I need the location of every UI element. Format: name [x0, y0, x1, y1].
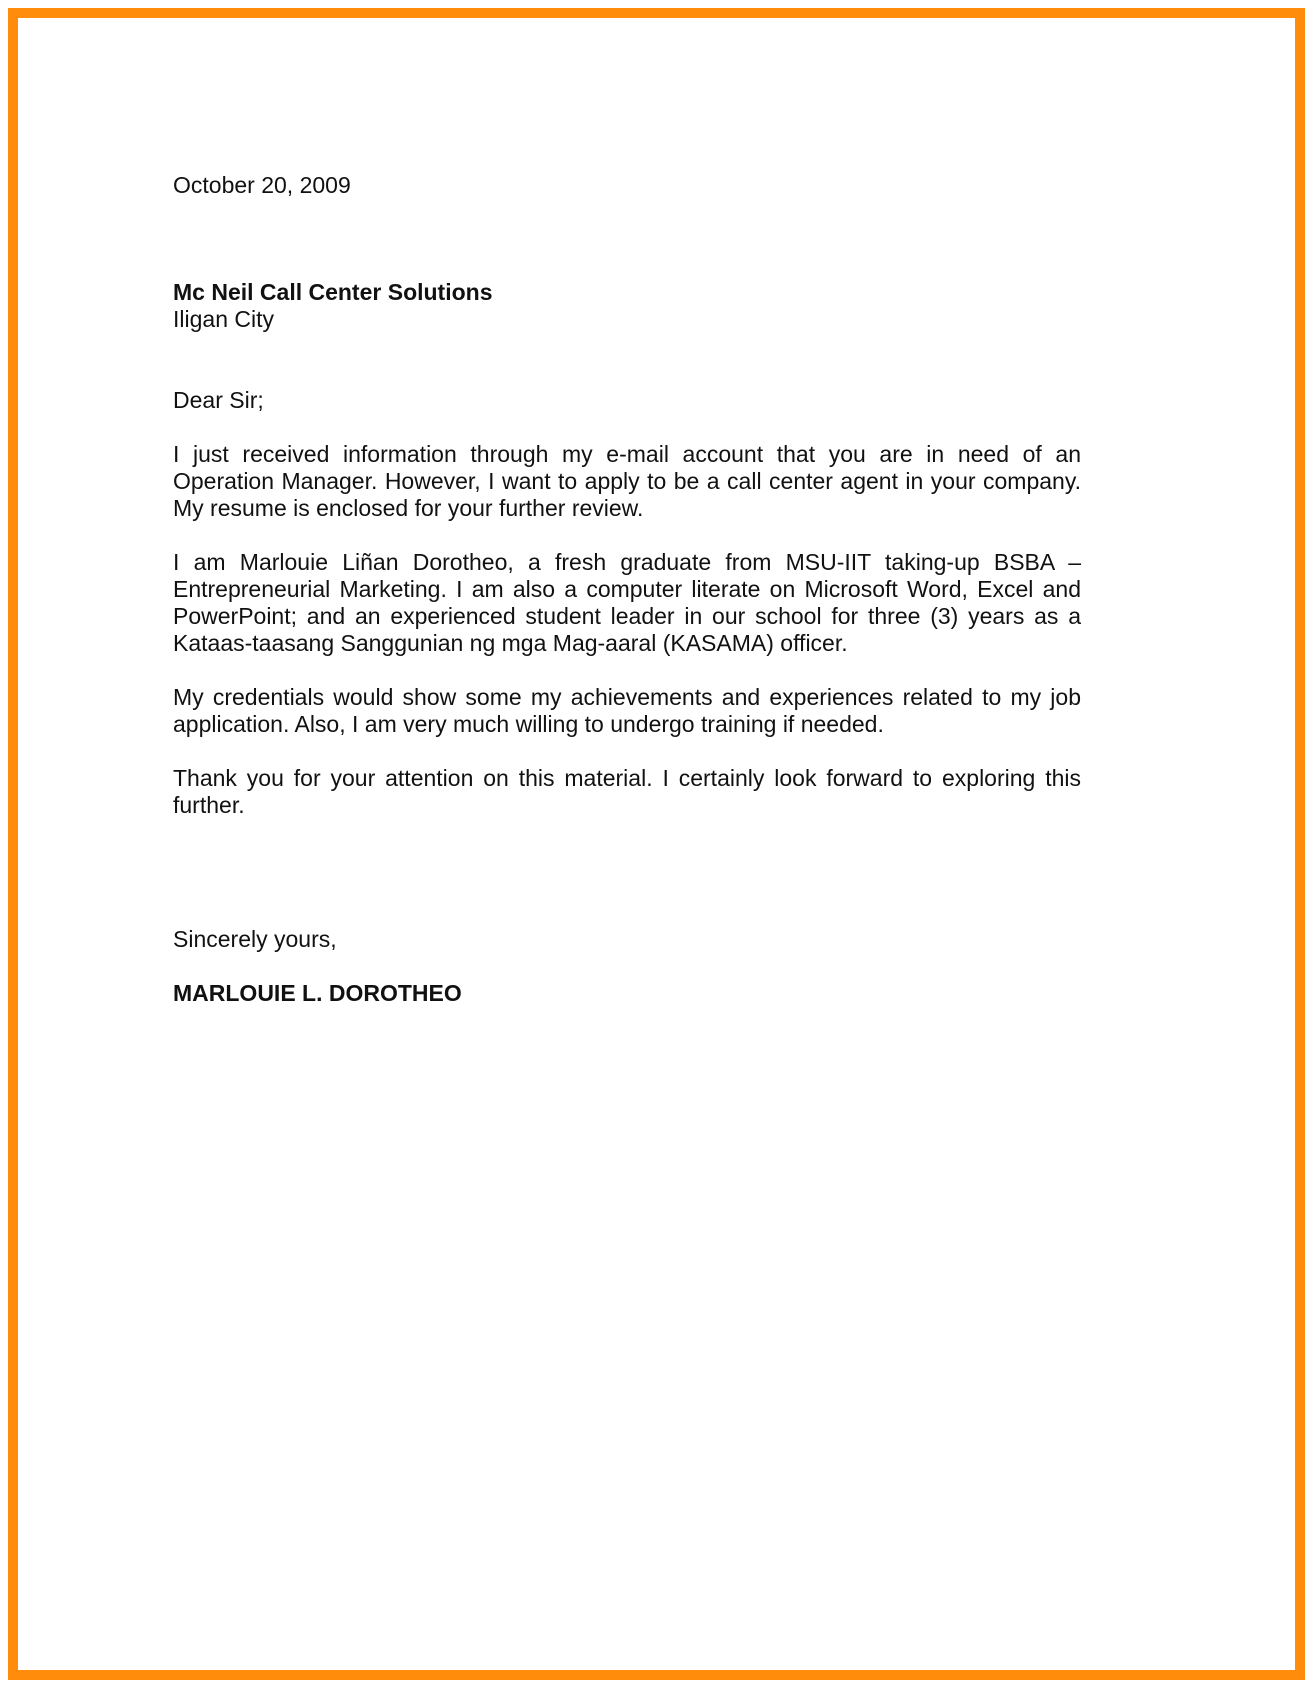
paragraph-intro: I just received information through my e-mail account that you are in need of an Operation Manager. However, I want to apply to be a call center agent in your company. My resume is enclosed for your further review. — [173, 441, 1081, 521]
recipient-company: Mc Neil Call Center Solutions — [173, 279, 493, 305]
letter-body — [173, 172, 1081, 1007]
recipient-block — [173, 279, 1081, 333]
salutation: Dear Sir; — [173, 387, 264, 413]
recipient-city: Iligan City — [173, 306, 274, 332]
page-frame — [8, 8, 1305, 1680]
closing-spacer — [173, 846, 1081, 926]
paragraph-credentials: My credentials would show some my achievements and experiences related to my job application. Also, I am very much willing to undergo training if needed. — [173, 684, 1081, 737]
paragraph-background: I am Marlouie Liñan Dorotheo, a fresh graduate from MSU-IIT taking-up BSBA – Entrepreneurial Marketing. I am also a computer literate on Microsoft Word, Excel and PowerPoint; and an experienced student leader in our school for three (3) years as a Kataas-taasang Sanggunian ng mga Mag-aaral (KASAMA) officer. — [173, 549, 1081, 656]
letter-date: October 20, 2009 — [173, 172, 351, 198]
closing: Sincerely yours, — [173, 926, 337, 952]
signature-name: MARLOUIE L. DOROTHEO — [173, 980, 462, 1006]
paragraph-thanks: Thank you for your attention on this material. I certainly look forward to exploring this further. — [173, 765, 1081, 818]
